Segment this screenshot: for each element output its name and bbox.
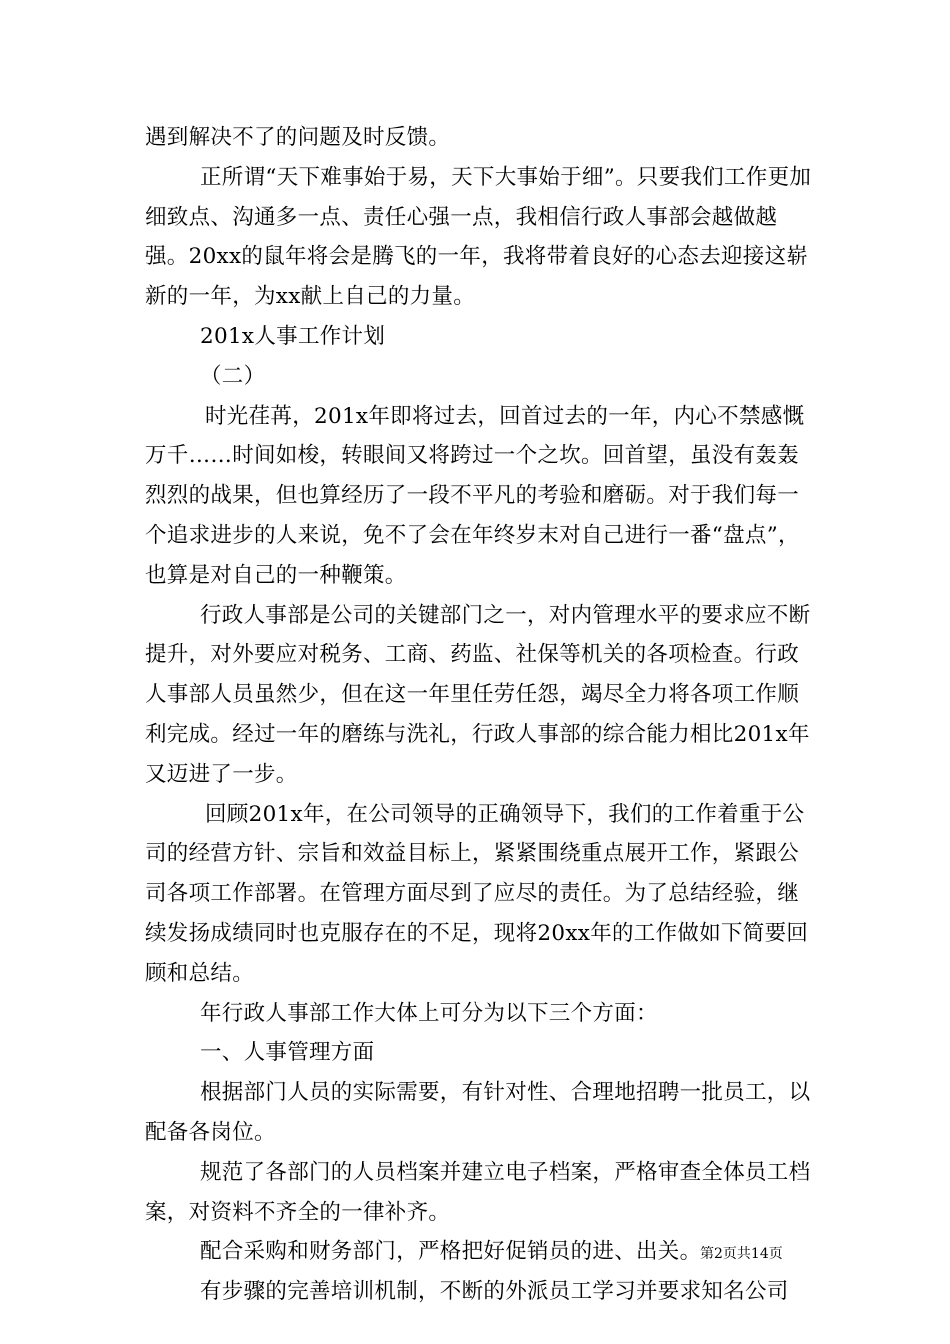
page-number-footer: 第2页共14页 <box>700 1246 783 1262</box>
subsection-heading: 一、人事管理方面 <box>200 1040 375 1066</box>
list-item: 根据部门人员的实际需要，有针对性、合理地招聘一批员工，以配备各岗位。 <box>145 1080 811 1145</box>
section-title: 201x人事工作计划 <box>200 323 386 349</box>
list-item: 规范了各部门的人员档案并建立电子档案，严格审查全体员工档案，对资料不齐全的一律补齐。 <box>145 1159 811 1225</box>
paragraph-review: 回顾201x年，在公司领导的正确领导下，我们的工作着重于公司的经营方针、宗旨和效益目标上，紧紧围绕重点展开工作，紧跟公司各项工作部署。在管理方面尽到了应尽的责任。为了总结经验，继续发扬成绩同时也克服存在的不足，现将20xx年的工作做如下简要回顾和总结。 <box>145 801 809 986</box>
section-number: （二） <box>200 363 266 389</box>
list-item: 配合采购和财务部门，严格把好促销员的进、出关。 <box>200 1239 702 1265</box>
paragraph-department: 行政人事部是公司的关键部门之一，对内管理水平的要求应不断提升，对外要应对税务、工商、药监、社保等机关的各项检查。行政人事部人员虽然少，但在这一年里任劳任怨，竭尽全力将各项工作顺利完成。经过一年的磨练与洗礼，行政人事部的综合能力相比201x年又迈进了一步。 <box>145 602 811 787</box>
paragraph-intro: 时光荏苒，201x年即将过去，回首过去的一年，内心不禁感慨万千……时间如梭，转眼间又将跨过一个之坎。回首望，虽没有轰轰烈烈的战果，但也算经历了一段不平凡的考验和磨砺。对于我们每一个追求进步的人来说，免不了会在年终岁末对自己进行一番“盘点”，也算是对自己的一种鞭策。 <box>145 403 805 588</box>
paragraph-overview: 年行政人事部工作大体上可分为以下三个方面： <box>200 1000 658 1026</box>
paragraph-conclusion: 正所谓“天下难事始于易，天下大事始于细”。只要我们工作更加细致点、沟通多一点、责任心强一点，我相信行政人事部会越做越强。20xx的鼠年将会是腾飞的一年，我将带着良好的心态去迎接这崭新的一年，为xx献上自己的力量。 <box>145 164 812 310</box>
list-item: 有步骤的完善培训机制，不断的外派员工学习并要求知名公司 <box>200 1279 789 1305</box>
paragraph-continuation: 遇到解决不了的问题及时反馈。 <box>145 125 451 150</box>
document-body <box>145 118 813 1312</box>
